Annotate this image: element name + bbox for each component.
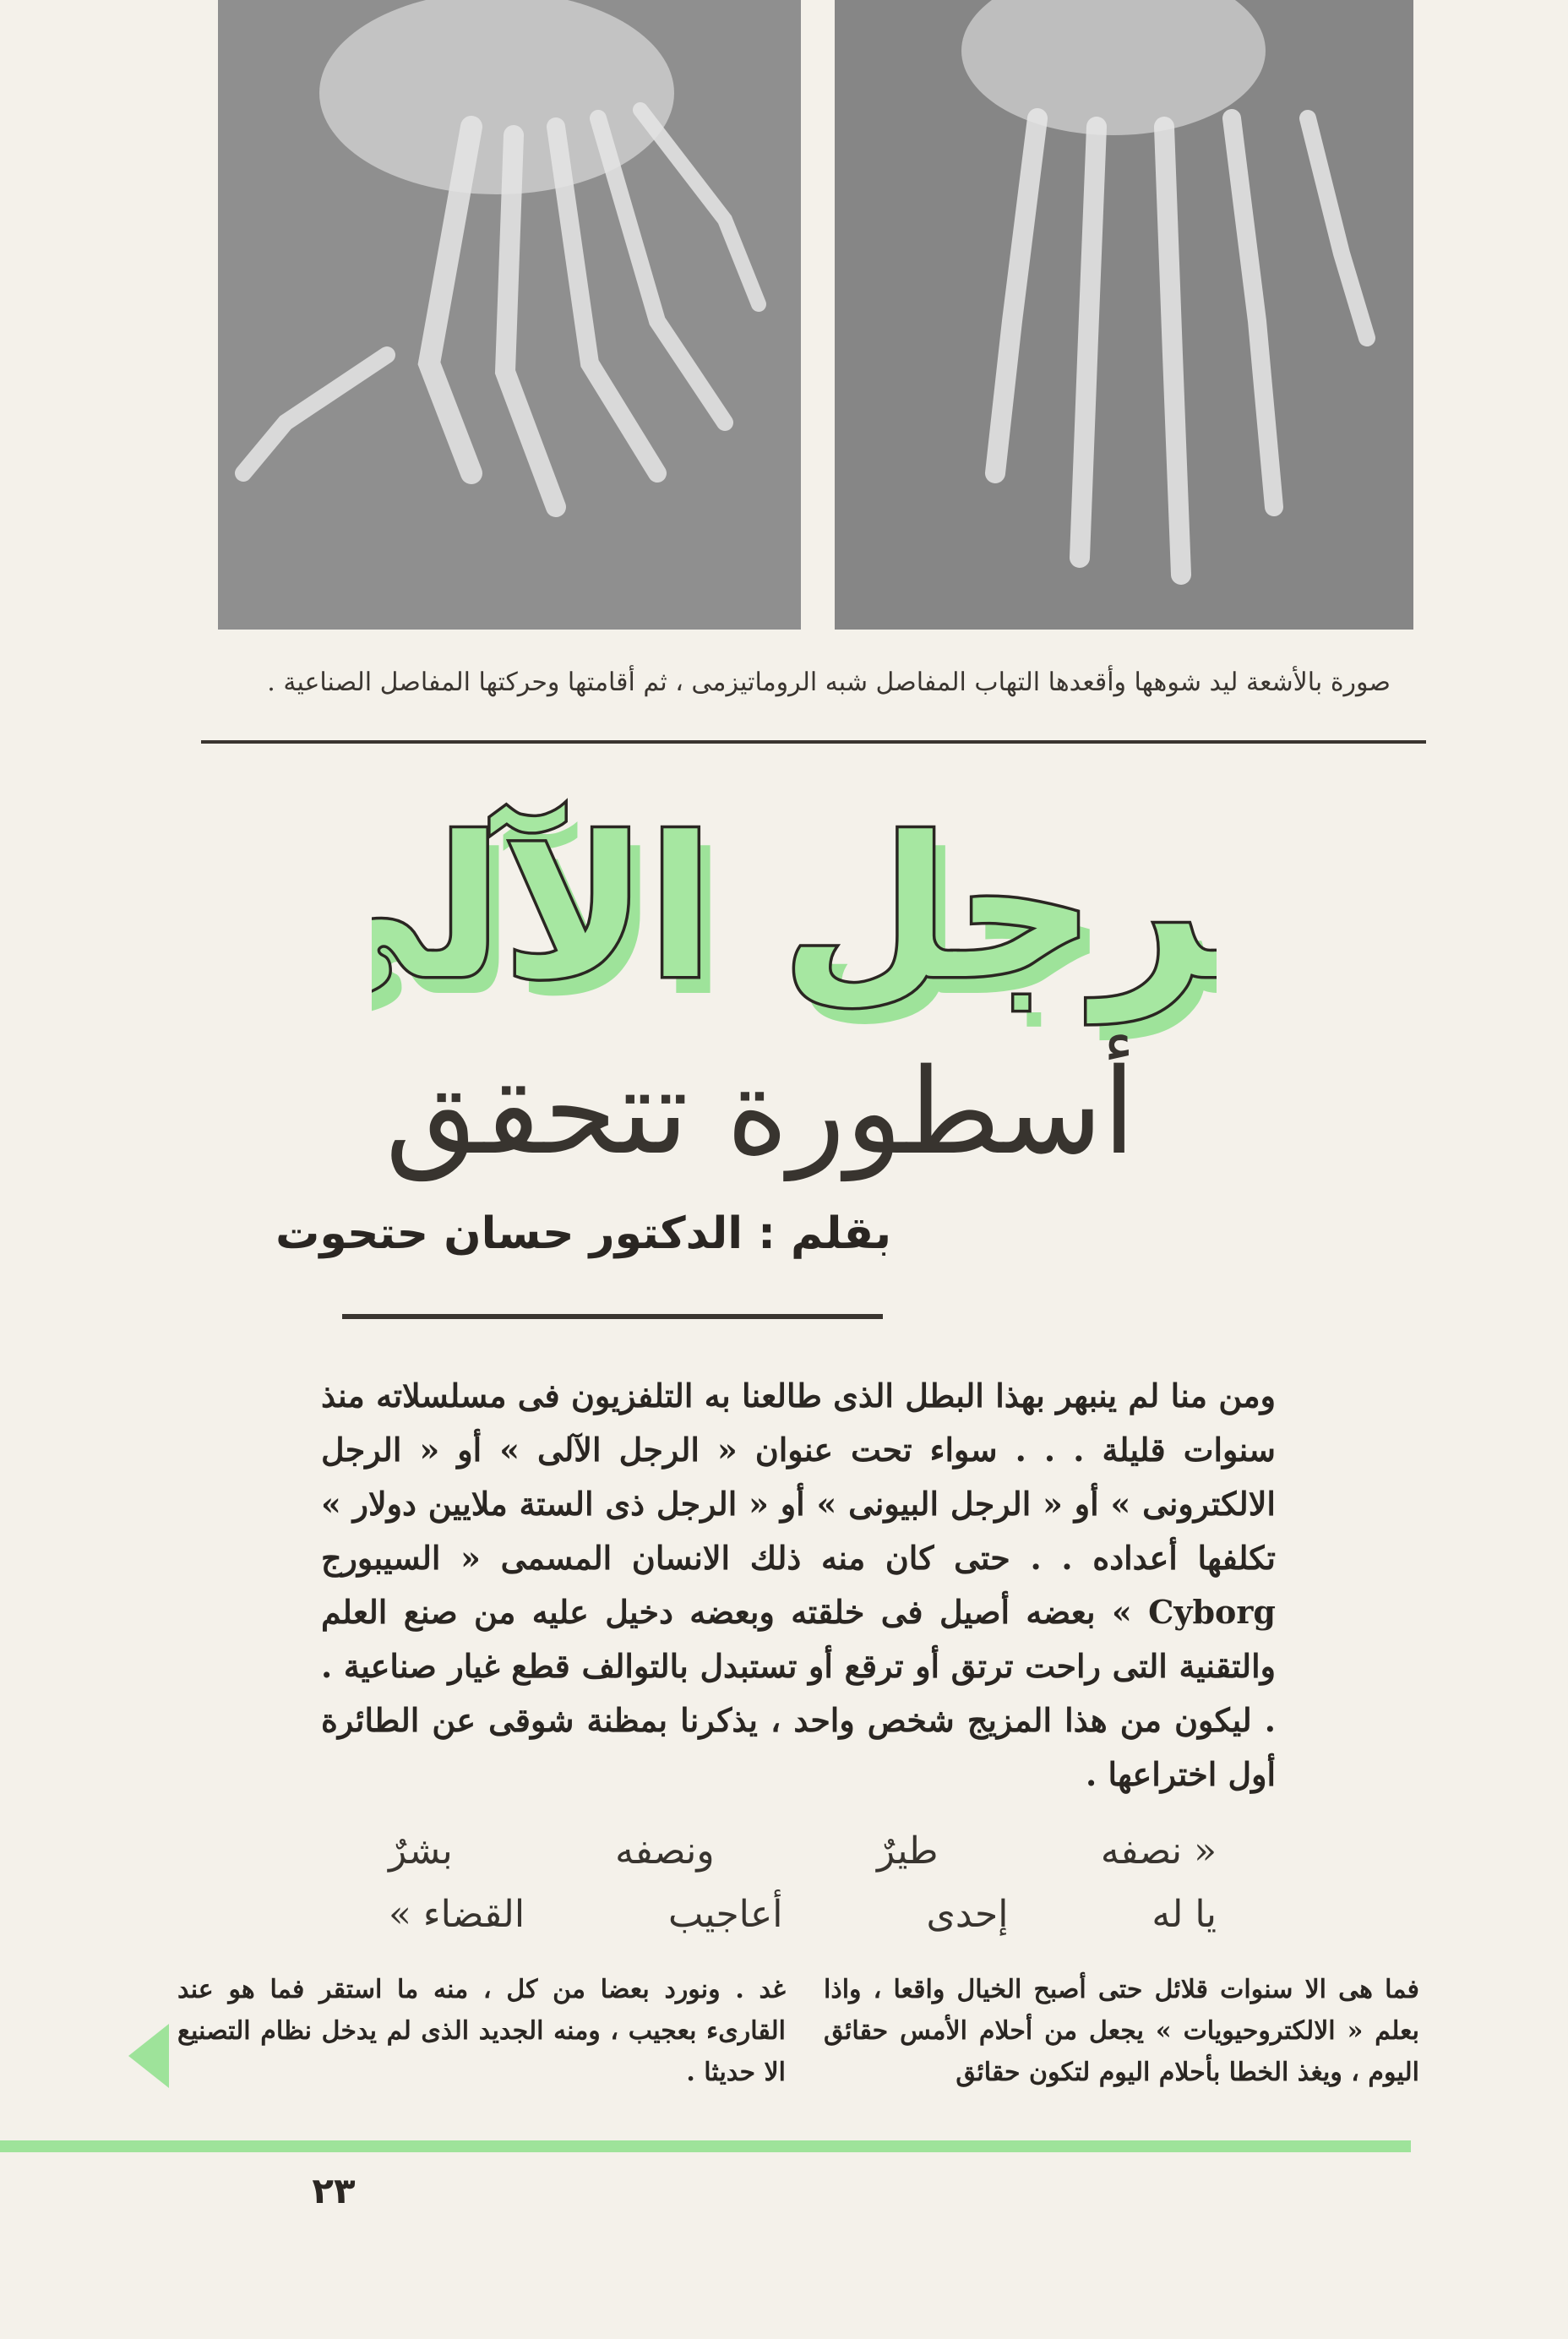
byline-divider [342,1314,883,1319]
title-shadow: رجل الآل [442,814,1217,1039]
poem-line-1 [389,1829,1217,1873]
poem-word: إحدى [926,1893,1009,1936]
footer-green-bar [0,2140,1411,2152]
triangle-left-icon [128,2024,169,2088]
poem-word: يا له [1152,1893,1217,1936]
poem-line-2 [389,1893,1217,1936]
poem-word: طيرٌ [876,1829,939,1873]
intro-paragraph: ومن منا لم ينبهر بهذا البطل الذى طالعنا به التلفزيون فى مسلسلاته منذ سنوات قليلة . . . سواء تحت عنوان « الرجل الآلى » أو « الرجل الالكترونى » أو « الرجل البيونى » أو « الرجل ذى الستة ملايين دولار » تكلفها أعداده . . حتى كان منه ذلك الانسان المسمى « السيبورج Cyborg » بعضه أصيل فى خلقته وبعضه دخيل عليه من صنع العلم والتقنية التى راحت ترتق أو ترقع أو تستبدل بالتوالف قطع غيار صناعية . . ليكون من هذا المزيج شخص واحد ، يذكرنا بمظنة شوقى عن الطائرة أول اختراعها . [321,1377,1276,1793]
article-title [372,794,1217,1048]
poem-word: « نصفه [1100,1829,1217,1873]
poem-word: أعاجيب [667,1893,783,1936]
title-text: رجل الآل [429,797,1217,1022]
photo-caption: صورة بالأشعة ليد شوهها وأقعدها التهاب المفاصل شبه الروماتيزمى ، ثم أقامتها وحركتها المفاصل الصناعية . [267,668,1391,697]
column-right: فما هى الا سنوات قلائل حتى أصبح الخيال واقعا ، واذا بعلم « الالكتروحيويات » يجعل من أحلام الأمس حقائق اليوم ، ويغذ الخطا بأحلام اليوم لتكون حقائق [824,1975,1419,2087]
caption-divider [201,740,1426,744]
poem-word: القضاء » [389,1893,525,1936]
xray-photo-left [218,0,801,630]
page-number: ٢٣ [312,2170,356,2211]
poem-word: بشرٌ [389,1829,453,1873]
poem-word: ونصفه [615,1829,715,1873]
byline: بقلم : الدكتور حسان حتحوت [275,1208,891,1259]
article-subtitle: أسطورة تتحقق [385,1044,1135,1181]
column-left: غد . ونورد بعضا من كل ، منه ما استقر فما هو عند القارىء بعجيب ، ومنه الجديد الذى لم يدخل نظام التصنيع الا حديثا . [177,1975,786,2087]
xray-photo-right [835,0,1413,630]
